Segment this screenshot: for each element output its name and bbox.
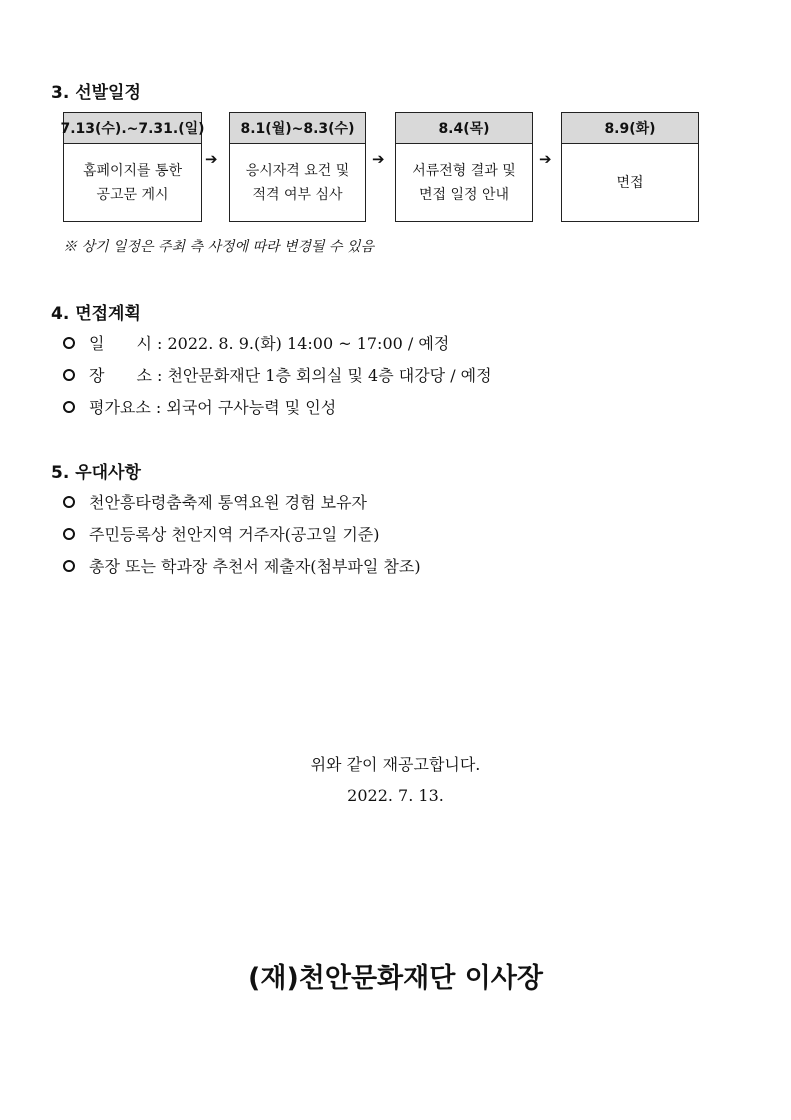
circle-bullet-icon [63, 369, 75, 381]
preference-item: 주민등록상 천안지역 거주자(공고일 기준) [89, 525, 380, 544]
list-item [63, 490, 367, 513]
step-line: 서류전형 결과 및 [412, 163, 516, 179]
list-item [63, 363, 492, 386]
circle-bullet-icon [63, 337, 75, 349]
list-item [63, 395, 336, 418]
interview-criteria: 평가요소 : 외국어 구사능력 및 인성 [89, 398, 337, 417]
arrow-right-icon: ➔ [539, 150, 552, 168]
step-line: 면접 [616, 175, 644, 191]
circle-bullet-icon [63, 496, 75, 508]
step-date: 8.4(목) [396, 113, 532, 144]
arrow-right-icon: ➔ [372, 150, 385, 168]
interview-place: 장 소 : 천안문화재단 1층 회의실 및 4층 대강당 / 예정 [89, 366, 492, 385]
schedule-step-3 [395, 112, 533, 222]
closing-date: 2022. 7. 13. [347, 786, 444, 805]
step-line: 면접 일정 안내 [418, 187, 510, 203]
schedule-step-1 [60, 112, 205, 222]
circle-bullet-icon [63, 401, 75, 413]
closing-statement: 위와 같이 재공고합니다. [310, 755, 481, 774]
schedule-note: ※ 상기 일정은 주최 측 사정에 따라 변경될 수 있음 [63, 239, 375, 255]
step-date: 8.9(화) [562, 113, 698, 144]
section-5-title: 5. 우대사항 [51, 463, 141, 483]
section-4-title: 4. 면접계획 [51, 304, 141, 324]
interview-date: 일 시 : 2022. 8. 9.(화) 14:00 ~ 17:00 / 예정 [89, 334, 450, 353]
circle-bullet-icon [63, 560, 75, 572]
preference-item: 총장 또는 학과장 추천서 제출자(첨부파일 참조) [89, 557, 421, 576]
step-date: 8.1(월)~8.3(수) [230, 113, 365, 144]
list-item [63, 331, 449, 354]
organization-signature: (재)천안문화재단 이사장 [248, 963, 543, 994]
schedule-step-4 [561, 112, 699, 222]
list-item [63, 522, 380, 545]
step-date: 7.13(수).~7.31.(일) [64, 113, 201, 144]
step-line: 공고문 게시 [96, 187, 169, 203]
section-3-title: 3. 선발일정 [51, 83, 141, 103]
step-line: 적격 여부 심사 [252, 187, 343, 203]
list-item [63, 554, 421, 577]
preference-item: 천안흥타령춤축제 통역요원 경험 보유자 [89, 493, 368, 512]
schedule-step-2 [229, 112, 366, 222]
step-line: 응시자격 요건 및 [245, 163, 350, 179]
arrow-right-icon: ➔ [205, 150, 218, 168]
circle-bullet-icon [63, 528, 75, 540]
step-line: 홈페이지를 통한 [82, 163, 183, 179]
